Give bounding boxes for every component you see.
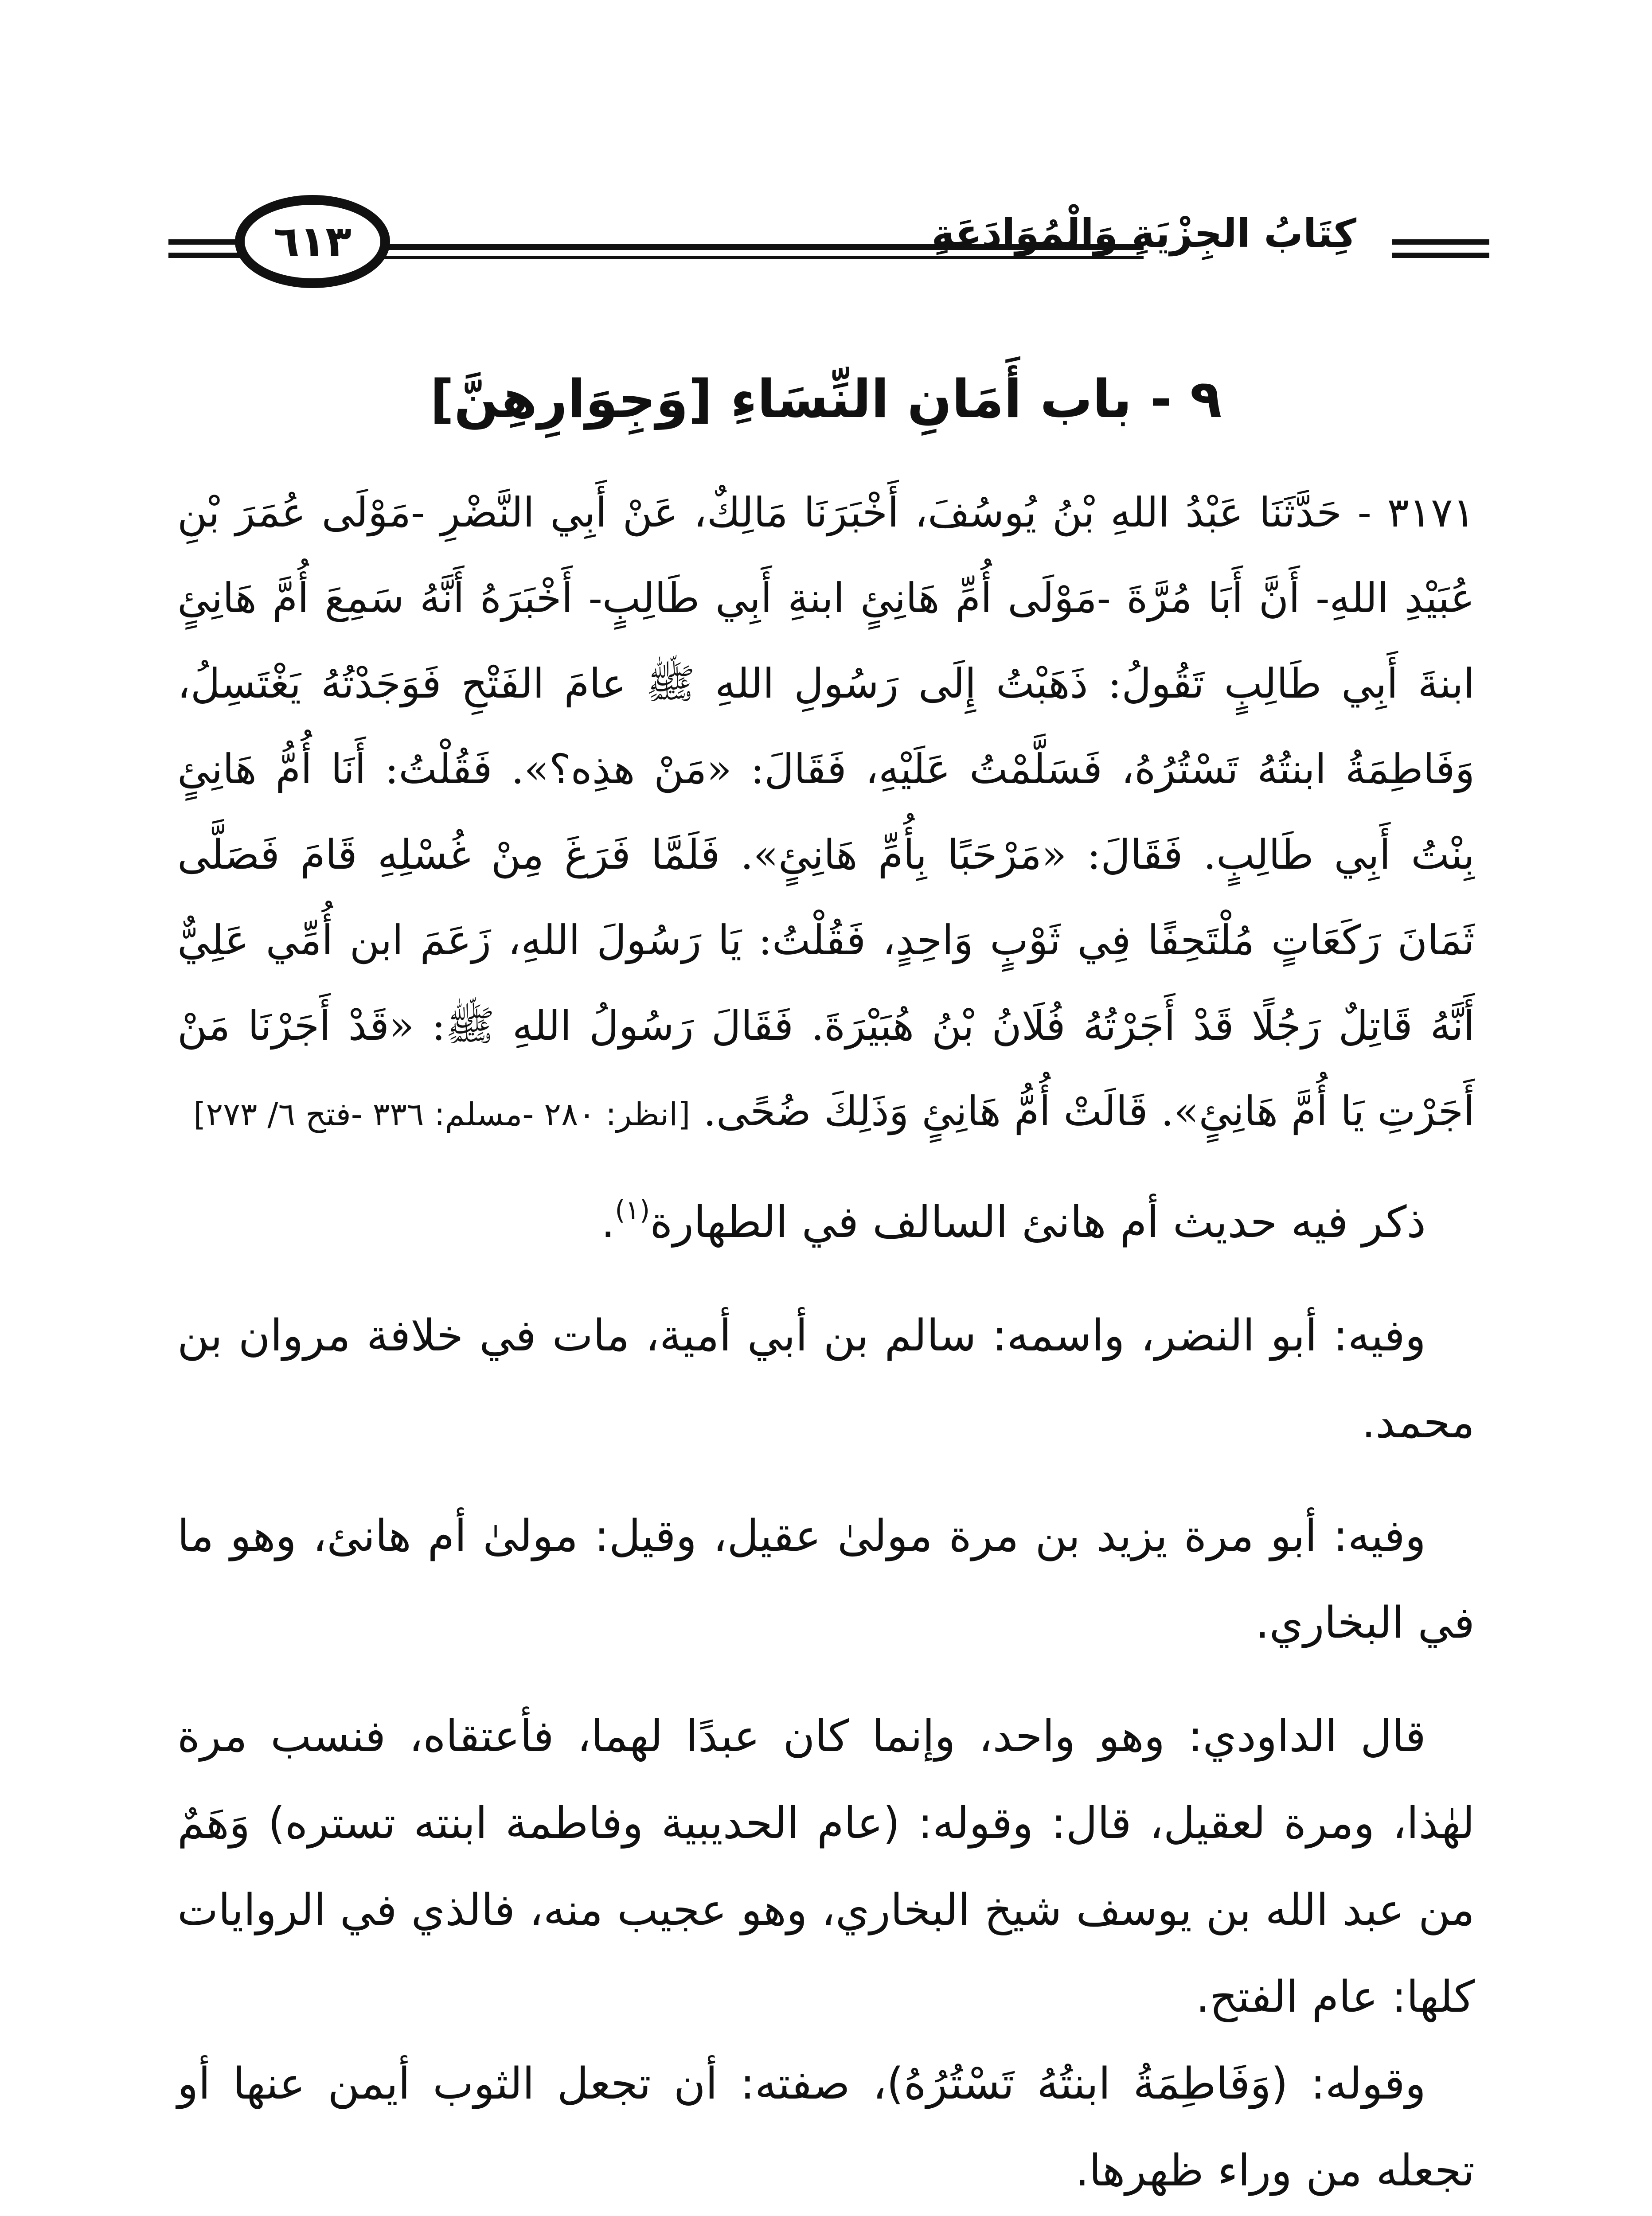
- commentary: [177, 1179, 1475, 2214]
- header-rule-right-bottom: [1392, 253, 1489, 258]
- commentary-paragraph-4: قال الداودي: وهو واحد، وإنما كان عبدًا لهما، فأعتقاه، فنسب مرة لهٰذا، ومرة لعقيل، قال: وقوله: (عام الحديبية وفاطمة ابنته تستره) وَهَمٌ من عبد الله بن يوسف شيخ البخاري، وهو عجيب منه، فالذي في الروايات كلها: عام الفتح.: [177, 1711, 1475, 2022]
- header-rule-middle-thin: [381, 256, 1144, 259]
- page-number: [235, 195, 390, 288]
- hadith-text-block: [177, 470, 1475, 1157]
- commentary-end-punct: .: [601, 1197, 615, 1248]
- chapter-heading: ٩ - باب أَمَانِ النِّسَاءِ [وَجِوَارِهِنَّ]: [430, 368, 1222, 429]
- commentary-paragraph-5: وقوله: (وَفَاطِمَةُ ابنتُهُ تَسْتُرُهُ)، صفته: أن تجعل الثوب أيمن عنها أو تجعله من وراء ظهرها.: [177, 2059, 1475, 2196]
- commentary-paragraph-3: وفيه: أبو مرة يزيد بن مرة مولىٰ عقيل، وقيل: مولىٰ أم هانئ، وهو ما في البخاري.: [177, 1511, 1475, 1648]
- book-title: كِتَابُ الجِزْيَةِ وَالْمُوَادَعَةِ: [931, 211, 1356, 256]
- footnote-marker: (١): [615, 1195, 650, 1226]
- commentary-paragraph-1: [177, 1179, 1475, 1266]
- page-header: [168, 186, 1489, 310]
- commentary-text: ذكر فيه حديث أم هانئ السالف في الطهارة: [650, 1197, 1426, 1248]
- commentary-paragraph-2: وفيه: أبو النضر، واسمه: سالم بن أبي أمية، مات في خلافة مروان بن محمد.: [177, 1311, 1475, 1448]
- hadith-reference: [انظر: ٢٨٠ -مسلم: ٣٣٦ -فتح ٦/ ٢٧٣]: [193, 1096, 691, 1133]
- page-number-text: ٦١٣: [273, 217, 351, 266]
- header-rule-right-top: [1392, 239, 1489, 245]
- hadith-text: ٣١٧١ - حَدَّثَنَا عَبْدُ اللهِ بْنُ يُوسُفَ، أَخْبَرَنَا مَالِكٌ، عَنْ أَبِي النَّضْرِ -مَوْلَى عُمَرَ بْنِ عُبَيْدِ اللهِ- أَنَّ أَبَا مُرَّةَ -مَوْلَى أُمِّ هَانِئٍ ابنةِ أَبِي طَالِبٍ- أَخْبَرَهُ أَنَّهُ سَمِعَ أُمَّ هَانِئٍ ابنةَ أَبِي طَالِبٍ تَقُولُ: ذَهَبْتُ إِلَى رَسُولِ اللهِ ﷺ عامَ الفَتْحِ فَوَجَدْتُهُ يَغْتَسِلُ، وَفَاطِمَةُ ابنتُهُ تَسْتُرُهُ، فَسَلَّمْتُ عَلَيْهِ، فَقَالَ: «مَنْ هذِه؟». فَقُلْتُ: أَنَا أُمُّ هَانِئٍ بِنْتُ أَبِي طَالِبٍ. فَقَالَ: «مَرْحَبًا بِأُمِّ هَانِئٍ». فَلَمَّا فَرَغَ مِنْ غُسْلِهِ قَامَ فَصَلَّى ثَمَانَ رَكَعَاتٍ مُلْتَحِفًا فِي ثَوْبٍ وَاحِدٍ، فَقُلْتُ: يَا رَسُولَ اللهِ، زَعَمَ ابن أُمِّي عَلِيٌّ أَنَّهُ قَاتِلٌ رَجُلًا قَدْ أَجَرْتُهُ فُلَانُ بْنُ هُبَيْرَةَ. فَقَالَ رَسُولُ اللهِ ﷺ: «قَدْ أَجَرْنَا مَنْ أَجَرْتِ يَا أُمَّ هَانِئٍ». قَالَتْ أُمُّ هَانِئٍ وَذَلِكَ ضُحًى.: [177, 489, 1475, 1135]
